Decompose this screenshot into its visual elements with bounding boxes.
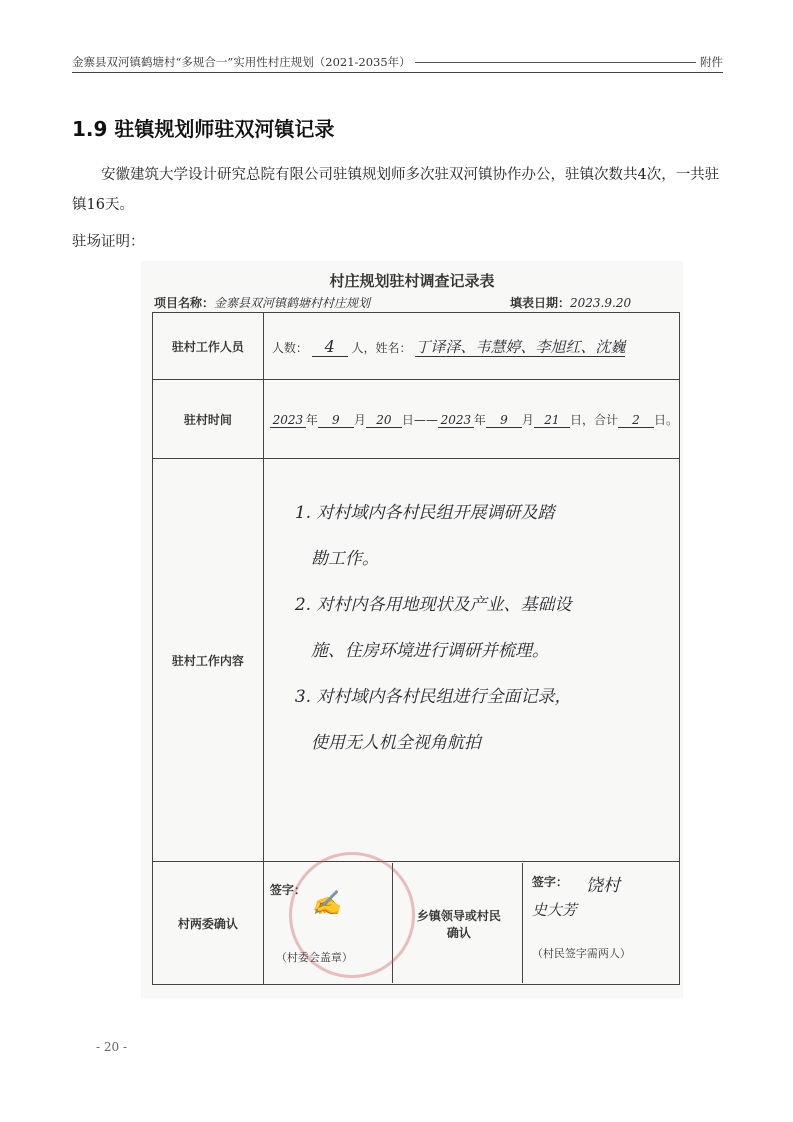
villager-note: （村民签字需两人） — [531, 947, 631, 960]
village-confirm-label: 村两委确认 — [153, 862, 264, 985]
fill-date — [510, 294, 631, 311]
table-row — [153, 313, 680, 380]
end-year: 2023 — [438, 413, 474, 428]
total-unit: 日。 — [653, 412, 678, 427]
time-value: 2023 年 9 月 20 日—— 2023 年 9 月 21 日，合计 2 日。 — [263, 380, 679, 459]
project-name — [154, 294, 370, 311]
content-line: 3. 对村域内各村民组进行全面记录， — [294, 687, 572, 707]
header-appendix: 附件 — [700, 55, 723, 69]
villager-signature-1: 饶村 — [585, 876, 620, 896]
month-char: 月 — [521, 412, 534, 427]
header-title: 金寨县双河镇鹤塘村“多规合一”实用性村庄规划（2021-2035年） — [72, 55, 411, 69]
day-char: 日 — [401, 412, 414, 427]
day-char: 日 — [569, 412, 582, 427]
body-paragraph: 安徽建筑大学设计研究总院有限公司驻镇规划师多次驻双河镇协作办公，驻镇次数共4次，一共驻镇16天。 — [72, 167, 720, 213]
end-day: 21 — [534, 413, 570, 428]
project-label: 项目名称： — [154, 296, 215, 310]
header-divider — [72, 72, 723, 73]
content-handwriting — [265, 460, 678, 766]
date-value: 2023.9.20 — [570, 296, 632, 310]
survey-table — [152, 312, 680, 985]
scanned-form — [142, 262, 682, 997]
content-line: 1. 对村域内各村民组开展调研及踏 — [294, 503, 555, 523]
town-label-line1: 乡镇领导或村民 — [416, 909, 501, 923]
date-dash: —— — [413, 412, 438, 427]
staff-value — [263, 313, 679, 380]
time-label: 驻村时间 — [153, 380, 264, 459]
table-row — [153, 380, 680, 459]
town-label-line2: 确认 — [446, 926, 471, 940]
village-seal-note: （村委会盖章） — [275, 951, 353, 964]
village-signature: ✍ — [311, 889, 342, 917]
date-label: 填表日期： — [510, 296, 571, 310]
count-value: 4 — [312, 337, 348, 357]
start-day: 20 — [366, 413, 402, 428]
table-row — [153, 459, 680, 862]
project-value: 金寨县双河镇鹤塘村村庄规划 — [214, 296, 371, 310]
content-line: 施、住房环境进行调研并梳理。 — [310, 641, 549, 661]
end-month: 9 — [486, 413, 522, 428]
total-label: 合计 — [593, 412, 618, 427]
villager-sign-label: 签字： — [531, 875, 568, 889]
start-year: 2023 — [270, 413, 306, 428]
content-line: 勘工作。 — [310, 549, 379, 569]
staff-label: 驻村工作人员 — [153, 313, 264, 380]
count-label: 人数： — [271, 340, 308, 355]
total-value: 2 — [618, 413, 654, 428]
year-char: 年 — [473, 412, 486, 427]
header-dash-rule — [415, 62, 696, 63]
section-title: 1.9 驻镇规划师驻双河镇记录 — [72, 117, 335, 141]
form-title: 村庄规划驻村调查记录表 — [329, 272, 495, 290]
year-char: 年 — [305, 412, 318, 427]
content-value — [263, 459, 679, 862]
town-confirm-label — [404, 907, 514, 941]
village-sign-label: 签字： — [269, 883, 306, 897]
names-value: 丁译泽、韦慧婷、李旭红、沈巍 — [415, 337, 626, 356]
proof-label: 驻场证明： — [72, 234, 145, 250]
start-month: 9 — [318, 413, 354, 428]
cell-divider — [522, 863, 523, 983]
table-row — [153, 862, 680, 985]
village-seal-stamp — [289, 852, 415, 978]
page-header — [72, 54, 723, 70]
count-unit: 人，姓名： — [351, 340, 412, 355]
content-label: 驻村工作内容 — [153, 459, 264, 862]
content-line: 2. 对村内各用地现状及产业、基础设 — [294, 595, 572, 615]
villager-signature-2: 史大芳 — [531, 901, 577, 919]
content-line: 使用无人机全视角航拍 — [310, 733, 481, 753]
month-char: 月 — [353, 412, 366, 427]
page-number: - 20 - — [96, 1040, 128, 1054]
